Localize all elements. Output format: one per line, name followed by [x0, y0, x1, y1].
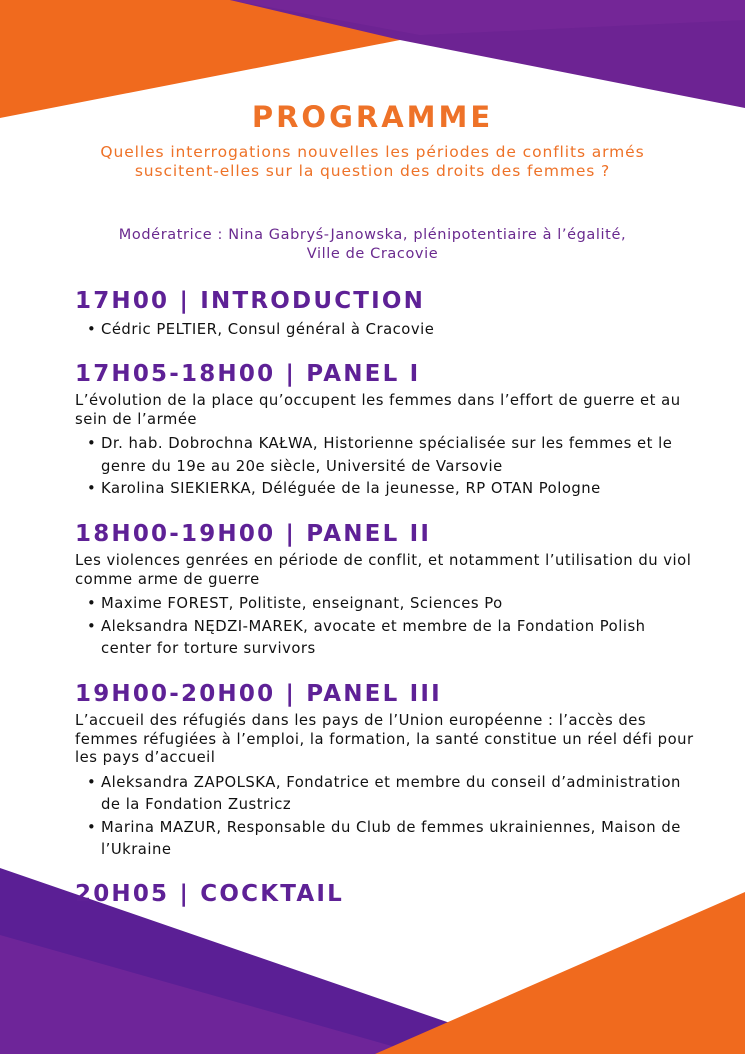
moderator-info	[60, 226, 685, 264]
speaker-item	[75, 478, 695, 501]
speaker-list	[75, 319, 695, 342]
speaker-text: Karolina SIEKIERKA, Déléguée de la jeunesse, RP OTAN Pologne	[101, 480, 601, 497]
speaker-text: Aleksandra NĘDZI-MAREK, avocate et membre de la Fondation Polish center for torture survivors	[101, 617, 646, 657]
bullet-icon: •	[87, 595, 97, 612]
bullet-icon: •	[87, 480, 97, 497]
speaker-item	[75, 772, 695, 817]
speaker-text: Dr. hab. Dobrochna KAŁWA, Historienne spécialisée sur les femmes et le genre du 19e au 20e siècle, Université de Varsovie	[101, 435, 673, 475]
section-description: L’évolution de la place qu’occupent les femmes dans l’effort de guerre et au sein de l’armée	[75, 392, 681, 428]
section-heading: 19H00-20H00 | PANEL III	[75, 681, 442, 707]
speaker-list	[75, 593, 695, 661]
bullet-icon: •	[87, 435, 97, 452]
page-subtitle: Quelles interrogations nouvelles les périodes de conflits armés suscitent-elles sur la question des droits des femmes ?	[100, 143, 645, 180]
speaker-list	[75, 433, 695, 501]
speaker-item	[75, 817, 695, 862]
section-description: Les violences genrées en période de conflit, et notamment l’utilisation du viol comme arme de guerre	[75, 552, 692, 588]
speaker-item	[75, 433, 695, 478]
section-heading: 18H00-19H00 | PANEL II	[75, 521, 432, 547]
speaker-item	[75, 319, 695, 342]
bullet-icon: •	[87, 818, 97, 836]
bullet-icon: •	[87, 773, 97, 791]
speaker-text: Cédric PELTIER, Consul général à Cracovie	[101, 321, 435, 338]
section-panel-3	[75, 680, 695, 862]
speaker-list	[75, 772, 695, 862]
section-heading: 17H00 | INTRODUCTION	[75, 288, 426, 314]
speaker-text: Aleksandra ZAPOLSKA, Fondatrice et membre du conseil d’administration de la Fondation Zustricz	[101, 773, 681, 813]
section-introduction	[75, 287, 695, 342]
section-panel-2	[75, 520, 695, 661]
section-heading: 20H05 | COCKTAIL	[75, 881, 344, 907]
section-heading: 17H05-18H00 | PANEL I	[75, 361, 421, 387]
speaker-item	[75, 593, 695, 616]
section-cocktail	[75, 880, 695, 908]
speaker-text: Marina MAZUR, Responsable du Club de femmes ukrainiennes, Maison de l’Ukraine	[101, 818, 681, 858]
speaker-item	[75, 616, 695, 661]
moderator-line-2: Ville de Cracovie	[306, 246, 439, 262]
bullet-icon: •	[87, 321, 97, 338]
section-description: L’accueil des réfugiés dans les pays de l’Union européenne : l’accès des femmes réfugiées à l’emploi, la formation, la santé constitue un réel défi pour les pays d’accueil	[75, 712, 694, 766]
page-title: PROGRAMME	[251, 100, 494, 134]
speaker-text: Maxime FOREST, Politiste, enseignant, Sciences Po	[101, 595, 503, 612]
moderator-line-1: Modératrice : Nina Gabryś-Janowska, plénipotentiaire à l’égalité,	[118, 227, 627, 243]
bullet-icon: •	[87, 617, 97, 635]
section-panel-1	[75, 360, 695, 501]
